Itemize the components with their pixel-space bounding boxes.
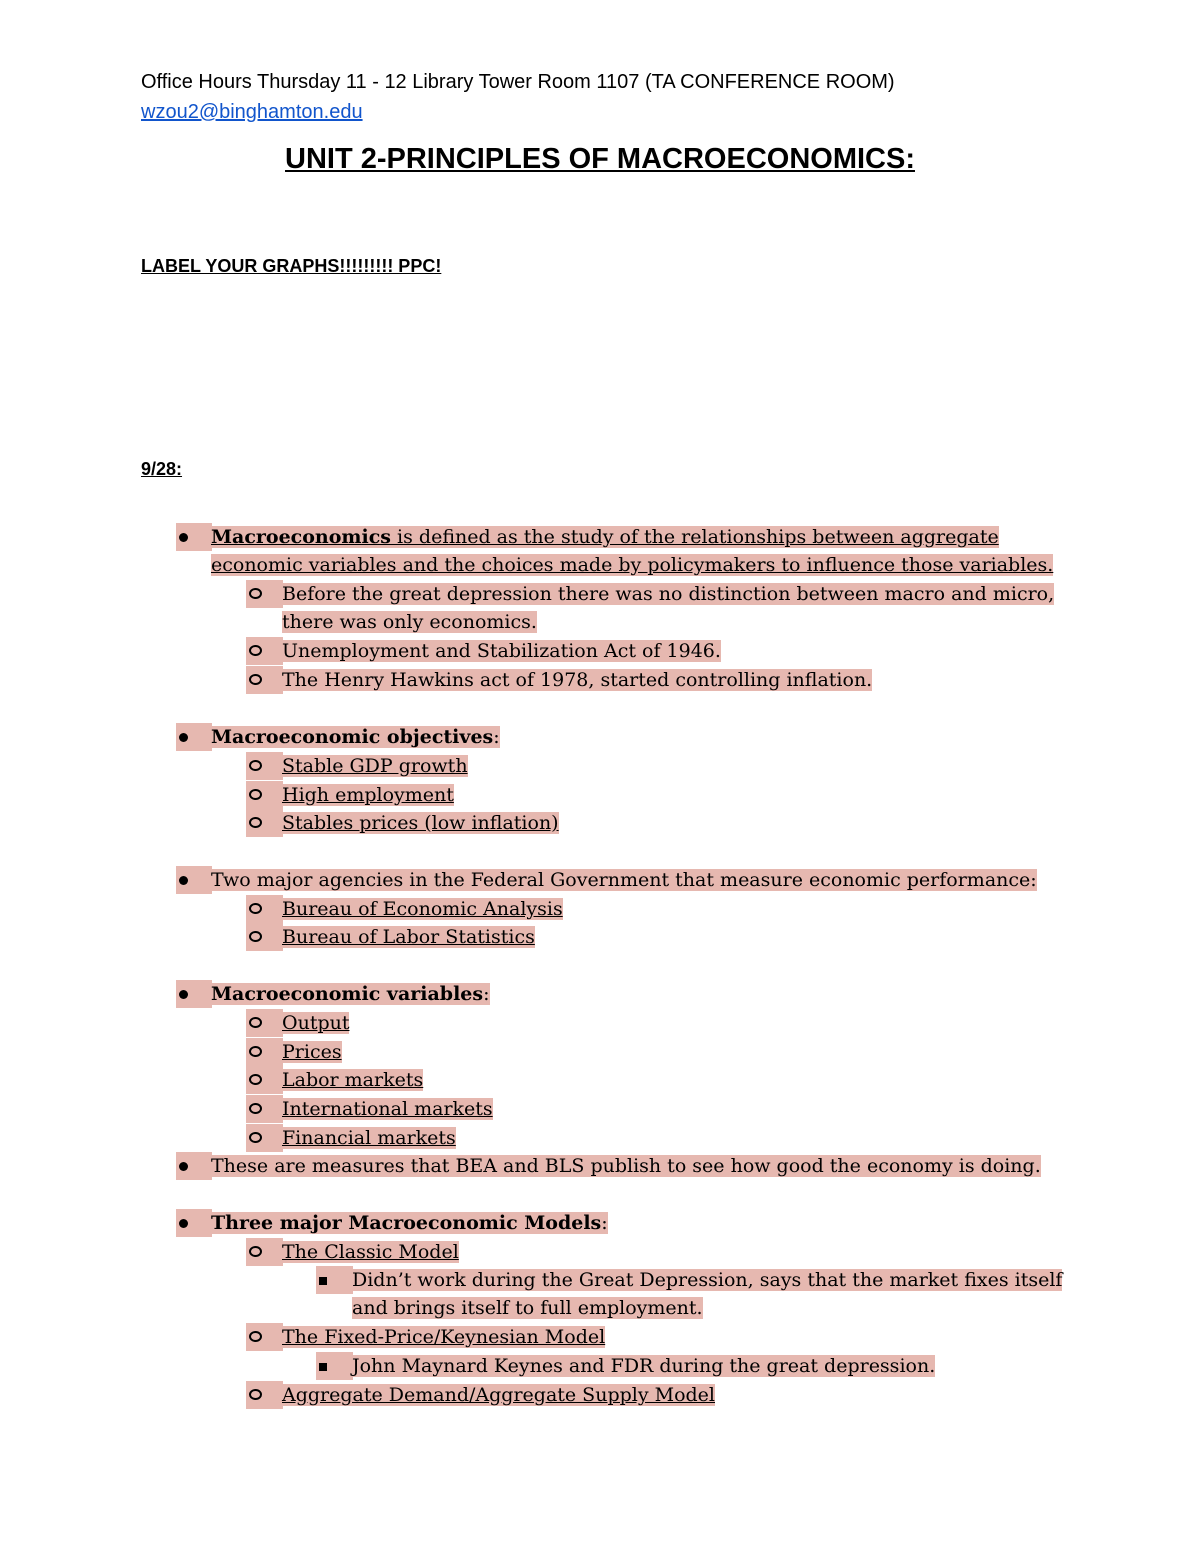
s3-heading: Two major agencies in the Federal Government that measure economic performance: bbox=[211, 869, 1037, 891]
circle-bullet-icon bbox=[249, 923, 262, 951]
circle-bullet-icon bbox=[249, 1095, 262, 1123]
circle-bullet-icon bbox=[249, 1381, 262, 1409]
s4-note: These are measures that BEA and BLS publish to see how good the economy is doing. bbox=[211, 1155, 1041, 1177]
label-graphs-note: LABEL YOUR GRAPHS!!!!!!!!! PPC! bbox=[141, 256, 442, 276]
s2-heading: Macroeconomic objectives: bbox=[211, 726, 500, 748]
office-hours-text: Office Hours Thursday 11 - 12 Library Tower Room 1107 (TA CONFERENCE ROOM) bbox=[141, 71, 895, 93]
circle-bullet-icon bbox=[249, 895, 262, 923]
square-bullet-icon bbox=[319, 1352, 327, 1380]
date-heading: 9/28: bbox=[141, 459, 183, 479]
square-bullet-icon bbox=[319, 1266, 327, 1294]
list-item: Labor markets bbox=[282, 1069, 424, 1091]
model-item: Aggregate Demand/Aggregate Supply Model bbox=[282, 1384, 715, 1406]
bullet-icon bbox=[179, 866, 188, 894]
page-title: UNIT 2-PRINCIPLES OF MACROECONOMICS: bbox=[285, 143, 915, 175]
circle-bullet-icon bbox=[249, 809, 262, 837]
email-link[interactable]: wzou2@binghamton.edu bbox=[141, 101, 363, 123]
circle-bullet-icon bbox=[249, 1323, 262, 1351]
list-item: Stable GDP growth bbox=[282, 755, 468, 777]
s1-sub1-line2: there was only economics. bbox=[282, 611, 537, 633]
list-item: Prices bbox=[282, 1041, 342, 1063]
model-item: The Classic Model bbox=[282, 1241, 459, 1263]
s1-term: Macroeconomics bbox=[211, 526, 391, 548]
list-item: Financial markets bbox=[282, 1127, 456, 1149]
list-item: High employment bbox=[282, 784, 454, 806]
s4-heading: Macroeconomic variables: bbox=[211, 983, 490, 1005]
list-item: International markets bbox=[282, 1098, 493, 1120]
circle-bullet-icon bbox=[249, 637, 262, 665]
circle-bullet-icon bbox=[249, 781, 262, 809]
circle-bullet-icon bbox=[249, 580, 262, 608]
circle-bullet-icon bbox=[249, 666, 262, 694]
bullet-icon bbox=[179, 523, 188, 551]
model1-note-line2: and brings itself to full employment. bbox=[352, 1297, 703, 1319]
bullet-icon bbox=[179, 1209, 188, 1237]
s1-definition-line1: Macroeconomics is defined as the study of the relationships between aggregate bbox=[211, 526, 999, 548]
list-item: Bureau of Labor Statistics bbox=[282, 926, 535, 948]
s1-definition-line2: economic variables and the choices made by policymakers to influence those variables. bbox=[211, 554, 1054, 576]
bullet-icon bbox=[179, 1152, 188, 1180]
circle-bullet-icon bbox=[249, 752, 262, 780]
circle-bullet-icon bbox=[249, 1009, 262, 1037]
circle-bullet-icon bbox=[249, 1066, 262, 1094]
model2-note: John Maynard Keynes and FDR during the great depression. bbox=[352, 1355, 936, 1377]
bullet-icon bbox=[179, 980, 188, 1008]
list-item: Stables prices (low inflation) bbox=[282, 812, 559, 834]
bullet-icon bbox=[179, 723, 188, 751]
s1-sub3: The Henry Hawkins act of 1978, started controlling inflation. bbox=[282, 669, 873, 691]
model1-note-line1: Didn’t work during the Great Depression, says that the market fixes itself bbox=[352, 1269, 1063, 1291]
circle-bullet-icon bbox=[249, 1124, 262, 1152]
s5-heading: Three major Macroeconomic Models: bbox=[211, 1212, 608, 1234]
circle-bullet-icon bbox=[249, 1038, 262, 1066]
s1-sub2: Unemployment and Stabilization Act of 1946. bbox=[282, 640, 721, 662]
list-item: Bureau of Economic Analysis bbox=[282, 898, 563, 920]
model-item: The Fixed-Price/Keynesian Model bbox=[282, 1326, 606, 1348]
circle-bullet-icon bbox=[249, 1238, 262, 1266]
s1-sub1-line1: Before the great depression there was no distinction between macro and micro, bbox=[282, 583, 1055, 605]
list-item: Output bbox=[282, 1012, 350, 1034]
